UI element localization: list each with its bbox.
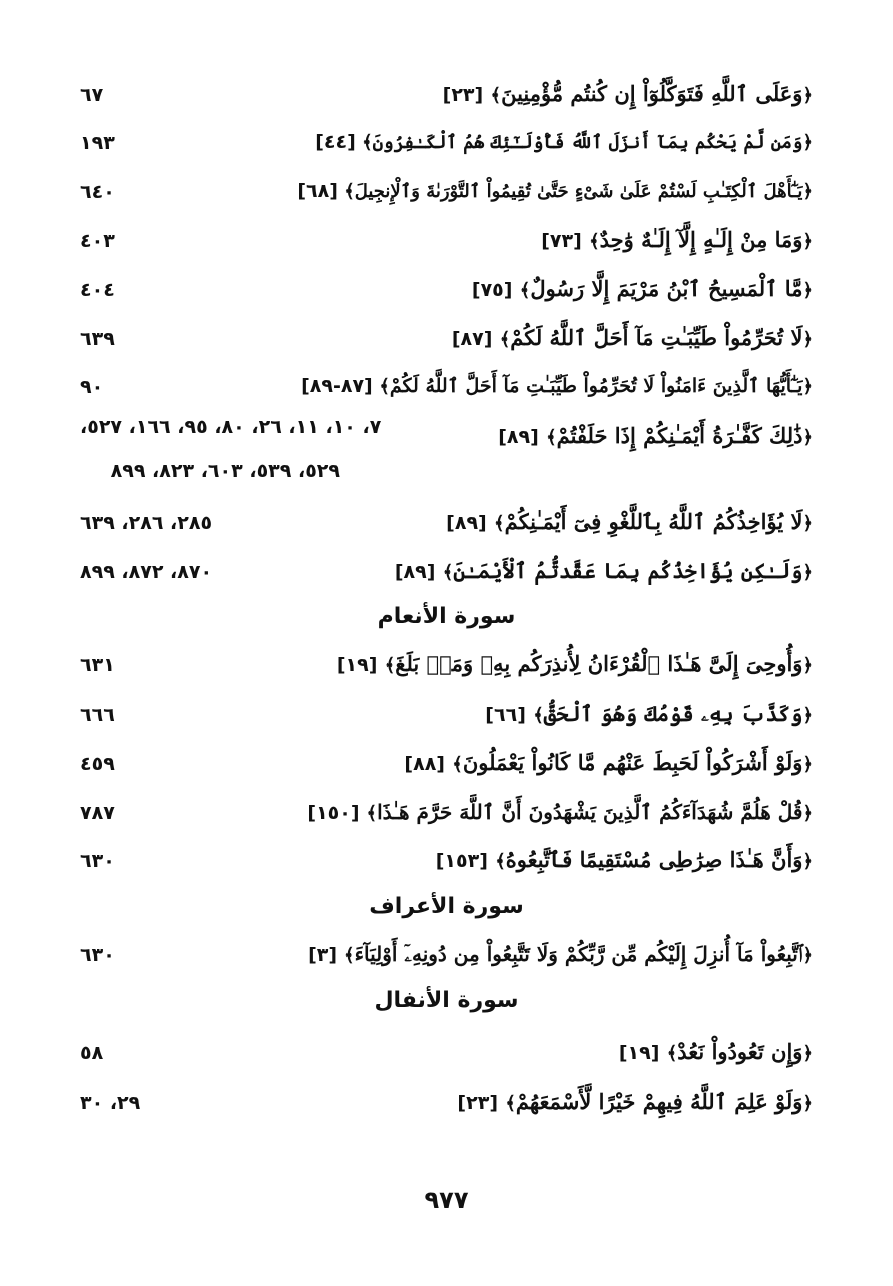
page-references: ٦٣٩: [80, 328, 115, 350]
verse-text: ﴿ذَٰلِكَ كَفَّـٰرَةُ أَيْمَـٰنِكُمْ إِذَا حَلَفْتُمْ﴾ [٨٩]: [498, 423, 813, 448]
page-references: ٢٩، ٣٠: [80, 1092, 141, 1114]
verse-number: [٢٣]: [457, 1092, 498, 1114]
page-references: ٦٣٠: [80, 944, 115, 966]
verse-text: ﴿وَأُوحِىَ إِلَىَّ هَـٰذَا ٱلْقُرْءَانُ لِأُنذِرَكُم بِهِۦ وَمَنۢ بَلَغَ﴾ [١٩]: [336, 651, 813, 676]
verse-quote: لَا يُؤَاخِذُكُمُ ٱللَّهُ بِٱللَّغْوِ فِىٓ أَيْمَـٰنِكُمْ: [504, 509, 803, 534]
surah-heading: سورة الأنفال: [374, 988, 519, 1013]
verse-quote: قُلْ هَلُمَّ شُهَدَآءَكُمُ ٱلَّذِينَ يَشْهَدُونَ أَنَّ ٱللَّهَ حَرَّمَ هَـٰذَا: [377, 800, 803, 824]
verse-number: [٨٧-٨٩]: [301, 375, 373, 397]
index-entry: [80, 553, 813, 593]
verse-number: [١٩]: [618, 1042, 660, 1064]
verse-quote: يَـٰٓأَهْلَ ٱلْكِتَـٰبِ لَسْتُمْ عَلَىٰ شَىْءٍ حَتَّىٰ تُقِيمُواْ ٱلتَّوْرَىٰةَ وَٱلْإِنجِيلَ: [354, 181, 803, 202]
page-references: ٥٨: [80, 1042, 104, 1064]
verse-text: ﴿قُلْ هَلُمَّ شُهَدَآءَكُمُ ٱلَّذِينَ يَشْهَدُونَ أَنَّ ٱللَّهَ حَرَّمَ هَـٰذَا﴾ [١٥٠]: [307, 800, 813, 824]
verse-quote: مَّا ٱلْمَسِيحُ ٱبْنُ مَرْيَمَ إِلَّا رَسُولٌ: [530, 276, 803, 301]
index-entry: [80, 271, 813, 311]
verse-quote: لَا تُحَرِّمُواْ طَيِّبَـٰتِ مَآ أَحَلَّ ٱللَّهُ لَكُمْ: [510, 325, 803, 350]
verse-quote: وَلَوْ عَلِمَ ٱللَّهُ فِيهِمْ خَيْرًا لَّأَسْمَعَهُمْ: [515, 1089, 803, 1114]
verse-text: ﴿وَلَوْ عَلِمَ ٱللَّهُ فِيهِمْ خَيْرًا لَّأَسْمَعَهُمْ﴾ [٢٣]: [457, 1089, 813, 1114]
verse-text: ﴿وَمَا مِنْ إِلَـٰهٍ إِلَّآ إِلَـٰهٌ وَٰحِدٌ﴾ [٧٣]: [541, 227, 813, 252]
index-entry: [80, 1034, 813, 1074]
verse-text: ﴿ٱتَّبِعُواْ مَآ أُنزِلَ إِلَيْكُم مِّن رَّبِّكُمْ وَلَا تَتَّبِعُواْ مِن دُونِهِۦٓ أَوْلِيَآءَ﴾ [٣]: [308, 942, 813, 966]
page-references: ٦٤٠: [80, 181, 115, 203]
verse-number: [٧٥]: [471, 279, 513, 301]
page-references: ٩٠: [80, 376, 104, 398]
verse-quote: وَمَا مِنْ إِلَـٰهٍ إِلَّآ إِلَـٰهٌ وَٰحِدٌ: [599, 227, 803, 252]
verse-text: ﴿وَإِن تَعُودُواْ نَعُدْ﴾ [١٩]: [618, 1039, 813, 1064]
page-references: ٤٥٩: [80, 753, 115, 775]
verse-quote: ذَٰلِكَ كَفَّـٰرَةُ أَيْمَـٰنِكُمْ إِذَا حَلَفْتُمْ: [556, 423, 803, 448]
index-entry: [80, 124, 813, 164]
verse-quote: وَأَنَّ هَـٰذَا صِرَٰطِى مُسْتَقِيمًا فَٱتَّبِعُوهُ: [505, 847, 803, 872]
verse-number: [٢٣]: [442, 84, 484, 106]
verse-number: [٨٩]: [498, 426, 539, 448]
index-entry: [80, 222, 813, 262]
page-references: ٤٠٤: [80, 279, 115, 301]
verse-number: [١٥٠]: [307, 802, 360, 824]
verse-number: [١٥٣]: [435, 850, 488, 872]
index-entry: [80, 173, 813, 213]
index-entry: [80, 1084, 813, 1124]
verse-number: [٧٣]: [541, 230, 582, 252]
page-references: ٦٧: [80, 84, 104, 106]
verse-text: ﴿لَا تُحَرِّمُواْ طَيِّبَـٰتِ مَآ أَحَلَّ ٱللَّهُ لَكُمْ﴾ [٨٧]: [451, 325, 813, 350]
index-entry: [80, 936, 813, 976]
index-entry: [80, 504, 813, 544]
verse-quote: وَأُوحِىَ إِلَىَّ هَـٰذَا ٱلْقُرْءَانُ لِأُنذِرَكُم بِهِۦ وَمَنۢ بَلَغَ: [395, 651, 803, 676]
index-entry: [80, 76, 813, 116]
page-references: ٦٣٠: [80, 850, 115, 872]
page-references-continued: ٥٢٩، ٥٣٩، ٦٠٣، ٨٢٣، ٨٩٩: [110, 460, 340, 482]
index-entry: [80, 368, 813, 408]
index-entry: [80, 646, 813, 686]
verse-number: [٦٨]: [297, 180, 338, 202]
verse-text: ﴿وَعَلَى ٱللَّهِ فَتَوَكَّلُوٓاْ إِن كُنتُم مُّؤْمِنِينَ﴾ [٢٣]: [442, 81, 813, 106]
verse-quote: يَـٰٓأَيُّهَا ٱلَّذِينَ ءَامَنُواْ لَا تُحَرِّمُواْ طَيِّبَـٰتِ مَآ أَحَلَّ ٱللَّهُ لَكُمْ: [389, 375, 803, 397]
index-entry: [80, 794, 813, 834]
page-references: ٧٨٧: [80, 802, 115, 824]
verse-text: ﴿وَكَذَّبَ بِهِۦ قَوْمُكَ وَهُوَ ٱلْحَقُّ﴾ [٦٦]: [485, 701, 813, 726]
verse-number: [٤٤]: [315, 131, 356, 153]
verse-number: [٨٨]: [404, 753, 445, 775]
page-references: ٧، ١٠، ١١، ٢٦، ٨٠، ٩٥، ١٦٦، ٥٢٧،: [80, 416, 382, 438]
verse-text: ﴿وَلَـٰكِن يُؤَاخِذُكُم بِمَا عَقَّدتُّمُ ٱلْأَيْمَـٰنَ﴾ [٨٩]: [394, 558, 813, 583]
verse-number: [١٩]: [336, 654, 378, 676]
surah-heading: سورة الأعراف: [369, 894, 524, 919]
verse-quote: وَعَلَى ٱللَّهِ فَتَوَكَّلُوٓاْ إِن كُنتُم مُّؤْمِنِينَ: [501, 81, 803, 106]
verse-text: ﴿يَـٰٓأَهْلَ ٱلْكِتَـٰبِ لَسْتُمْ عَلَىٰ شَىْءٍ حَتَّىٰ تُقِيمُواْ ٱلتَّوْرَىٰةَ وَٱلْإِنجِيلَ﴾ [٦٨]: [297, 180, 813, 202]
index-entry: [80, 745, 813, 785]
index-entry: [80, 696, 813, 736]
verse-text: ﴿لَا يُؤَاخِذُكُمُ ٱللَّهُ بِٱللَّغْوِ فِىٓ أَيْمَـٰنِكُمْ﴾ [٨٩]: [446, 509, 813, 534]
verse-number: [٨٧]: [451, 328, 493, 350]
page-references: ٦٣١: [80, 654, 115, 676]
index-entry: [80, 418, 813, 458]
verse-text: ﴿وَأَنَّ هَـٰذَا صِرَٰطِى مُسْتَقِيمًا فَٱتَّبِعُوهُ﴾ [١٥٣]: [435, 847, 813, 872]
verse-text: ﴿مَّا ٱلْمَسِيحُ ٱبْنُ مَرْيَمَ إِلَّا رَسُولٌ﴾ [٧٥]: [471, 276, 813, 301]
page-references: ٢٨٥، ٢٨٦، ٦٣٩: [80, 512, 213, 534]
verse-number: [٣]: [308, 944, 338, 966]
page-references: ٦٦٦: [80, 704, 115, 726]
verse-quote: ٱتَّبِعُواْ مَآ أُنزِلَ إِلَيْكُم مِّن رَّبِّكُمْ وَلَا تَتَّبِعُواْ مِن دُونِهِۦٓ أَوْلِيَآءَ: [354, 942, 803, 966]
page-number: ٩٧٧: [424, 1186, 469, 1214]
verse-quote: وَلَـٰكِن يُؤَاخِذُكُم بِمَا عَقَّدتُّمُ ٱلْأَيْمَـٰنَ: [453, 558, 803, 583]
verse-text: ﴿يَـٰٓأَيُّهَا ٱلَّذِينَ ءَامَنُواْ لَا تُحَرِّمُواْ طَيِّبَـٰتِ مَآ أَحَلَّ ٱللَّهُ لَكُمْ﴾ [٨٧-٨٩]: [301, 375, 813, 397]
index-entry: [80, 842, 813, 882]
surah-heading: سورة الأنعام: [377, 604, 516, 629]
verse-number: [٨٩]: [394, 561, 436, 583]
index-entry: [80, 320, 813, 360]
verse-quote: وَإِن تَعُودُواْ نَعُدْ: [677, 1039, 803, 1064]
verse-text: ﴿وَلَوْ أَشْرَكُواْ لَحَبِطَ عَنْهُم مَّا كَانُواْ يَعْمَلُونَ﴾ [٨٨]: [404, 750, 813, 775]
verse-quote: وَمَن لَّمْ يَحْكُم بِمَآ أَنزَلَ ٱللَّهُ فَأُوْلَـٰٓئِكَ هُمُ ٱلْكَـٰفِرُونَ: [372, 132, 803, 153]
page-references: ٤٠٣: [80, 230, 115, 252]
verse-number: [٨٩]: [446, 512, 487, 534]
verse-text: ﴿وَمَن لَّمْ يَحْكُم بِمَآ أَنزَلَ ٱللَّهُ فَأُوْلَـٰٓئِكَ هُمُ ٱلْكَـٰفِرُونَ﴾ [٤٤]: [315, 131, 813, 153]
verse-number: [٦٦]: [485, 704, 526, 726]
page-references: ٨٧٠، ٨٧٢، ٨٩٩: [80, 561, 213, 583]
verse-quote: وَلَوْ أَشْرَكُواْ لَحَبِطَ عَنْهُم مَّا كَانُواْ يَعْمَلُونَ: [462, 750, 803, 775]
page-references: ١٩٣: [80, 132, 115, 154]
verse-quote: وَكَذَّبَ بِهِۦ قَوْمُكَ وَهُوَ ٱلْحَقُّ: [543, 701, 803, 726]
